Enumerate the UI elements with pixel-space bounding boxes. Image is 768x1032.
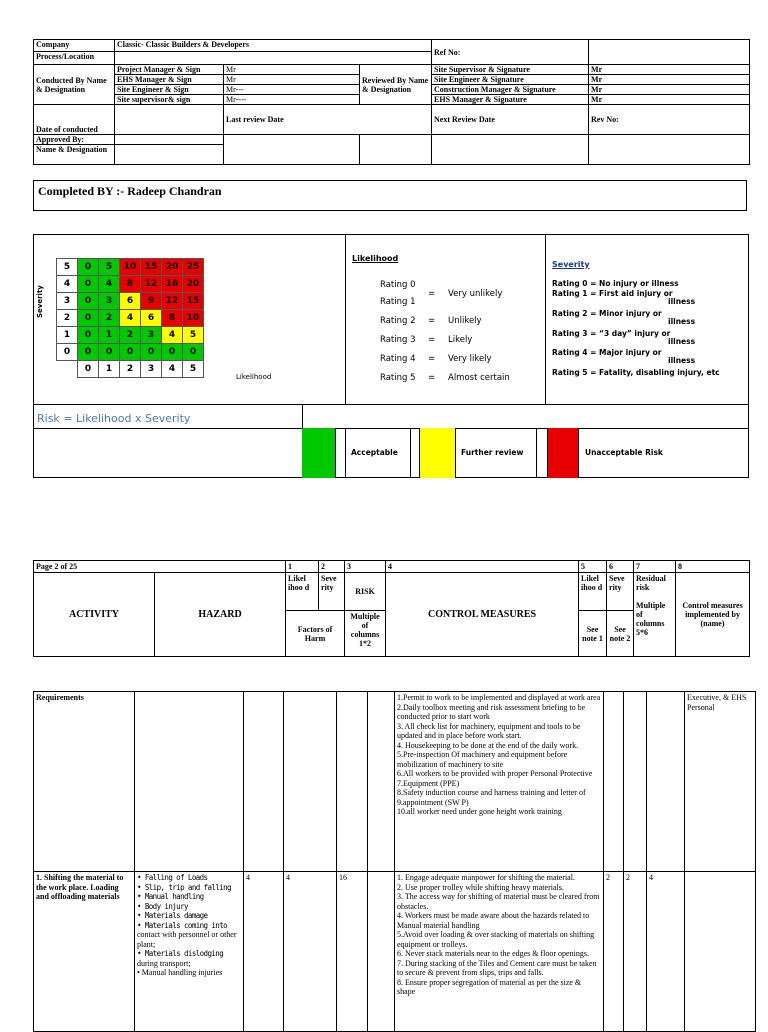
hazard-header: HAZARD <box>155 573 286 657</box>
matrix-cell: 6 <box>120 293 141 310</box>
completed-by: Completed BY :- Radeep Chandran <box>33 180 747 211</box>
col-num: 5 <box>579 561 607 573</box>
shifting-severity: 4 <box>284 872 337 1032</box>
matrix-cell: 6 <box>141 310 162 327</box>
matrix-severity-value: 5 <box>57 259 78 276</box>
conducted-name: Mr <box>224 65 360 75</box>
matrix-severity-value: 2 <box>57 310 78 327</box>
matrix-cell: 1 <box>99 327 120 344</box>
see-note1: See note 1 <box>579 611 607 657</box>
col-num: 6 <box>607 561 634 573</box>
matrix-row <box>57 310 204 327</box>
approved-value[interactable] <box>115 135 224 145</box>
likelihood-rating-desc: Unlikely <box>448 316 482 326</box>
shifting-residual: 4 <box>647 872 685 1032</box>
reviewed-name: Mr <box>589 75 750 85</box>
matrix-cell: 4 <box>120 310 141 327</box>
requirements-implemented: Executive, & EHS Personal <box>685 692 756 872</box>
matrix-likelihood-value: 1 <box>99 361 120 378</box>
matrix-cell: 0 <box>99 344 120 361</box>
likelihood-rating-desc: Very unlikely <box>448 289 503 299</box>
page-label: Page 2 of 25 <box>34 561 286 573</box>
hazard-item: • Materials coming into <box>137 920 228 930</box>
matrix-severity-value: 4 <box>57 276 78 293</box>
reviewed-role: Site Supervisor & Signature <box>432 65 589 75</box>
hazard-item: • Materials dislodging <box>137 949 224 958</box>
matrix-cell: 0 <box>120 344 141 361</box>
conducted-role: EHS Manager & Sign <box>115 75 224 85</box>
requirements-label: Requirements <box>34 692 135 872</box>
implemented-header: Control measures implemented by (name) <box>676 573 750 657</box>
severity-header: Seve rity <box>319 573 345 611</box>
matrix-row <box>57 327 204 344</box>
matrix-likelihood-value: 5 <box>183 361 204 378</box>
risk-formula: Risk = Likelihood x Severity <box>37 412 191 425</box>
date-value[interactable] <box>115 105 224 135</box>
likelihood-rating-label: Rating 1 <box>380 297 416 307</box>
likelihood-rating-eq: = <box>428 373 436 383</box>
header-table <box>33 39 750 165</box>
likelihood-rating-eq: = <box>428 289 436 299</box>
shifting-likelihood2: 2 <box>604 872 624 1032</box>
matrix-cell: 0 <box>162 344 183 361</box>
severity-rating-line2: illness <box>668 356 696 365</box>
conducted-role: Site supervisor& sign <box>115 95 224 105</box>
matrix-row <box>57 259 204 276</box>
reviewed-label: Reviewed By Name & Designation <box>360 65 432 105</box>
severity-rating-line2: illness <box>668 317 696 326</box>
matrix-cell: 0 <box>141 344 162 361</box>
hazard-item: contact with personnel or other plant; <box>137 930 237 949</box>
control-measure-item: 3. The access way for shifting of material must be cleared from obstacles. <box>397 892 600 911</box>
matrix-cell: 4 <box>162 327 183 344</box>
matrix-cell: 15 <box>141 259 162 276</box>
reviewed-role: Construction Manager & Signature <box>432 85 589 95</box>
matrix-cell: 20 <box>183 276 204 293</box>
company-value: Classic- Classic Builders & Developers <box>115 40 432 52</box>
likelihood-rating-eq: = <box>428 335 436 345</box>
legend-acceptable: Acceptable <box>351 448 398 457</box>
requirement-item: 6.All workers to be provided with proper Personal Protective <box>397 769 593 778</box>
severity-rating-line: Rating 3 = “3 day” injury or <box>552 329 671 338</box>
conducted-role: Site Engineer & Sign <box>115 85 224 95</box>
matrix-cell: 3 <box>141 327 162 344</box>
hazard-item: • Falling of Loads <box>137 873 208 882</box>
likelihood-rating-desc: Almost certain <box>448 373 510 383</box>
col-num: 2 <box>319 561 345 573</box>
severity-rating-line: Rating 5 = Fatality, disabling injury, etc <box>552 368 720 377</box>
last-review-label: Last review Date <box>224 105 432 135</box>
multiple-header: Multiple of columns 1*2 <box>345 611 386 657</box>
matrix-cell: 16 <box>162 276 183 293</box>
shifting-hazards <box>135 872 244 1032</box>
approved-label: Approved By: <box>34 135 115 145</box>
hazard-item: • Slip, trip and falling <box>137 882 231 892</box>
likelihood-header: Likel ihoo d <box>286 573 319 611</box>
severity-axis-label: Severity <box>36 285 44 318</box>
likelihood-rating-label: Rating 0 <box>380 280 416 290</box>
reviewed-role: Site Engineer & Signature <box>432 75 589 85</box>
ref-label: Ref No: <box>432 40 589 65</box>
matrix-row <box>57 293 204 310</box>
hazard-item: • Manual handling <box>137 892 204 901</box>
requirement-item: 1.Permit to work to be implemented and displayed at work area <box>397 693 601 702</box>
reviewed-name: Mr <box>589 95 750 105</box>
shifting-activity: 1. Shifting the material to the work place. Loading and offloading materials <box>34 872 135 1032</box>
reviewed-role: EHS Manager & Signature <box>432 95 589 105</box>
requirement-item: 3. All check list for machinery, equipment and tools to be updated and in place before work start. <box>397 721 581 740</box>
severity-rating-line: Rating 0 = No injury or illness <box>552 279 679 288</box>
legend-unacceptable: Unacceptable Risk <box>585 448 663 457</box>
likelihood-rating-label: Rating 2 <box>380 316 416 326</box>
next-review-label: Next Review Date <box>432 105 589 135</box>
legend-further-review: Further review <box>461 448 524 457</box>
control-measure-item: 2. Use proper trolley while shifting heavy materials. <box>397 882 564 892</box>
severity-rating-line: Rating 4 = Major injury or <box>552 348 662 357</box>
requirement-item: 10.all worker need under gone height work training <box>397 807 562 816</box>
legend-yellow-swatch <box>419 428 456 478</box>
conducted-role: Project Manager & Sign <box>115 65 224 75</box>
severity2-header: Seve rity <box>607 573 634 611</box>
matrix-cell: 8 <box>120 276 141 293</box>
matrix-likelihood-value: 4 <box>162 361 183 378</box>
col-num: 3 <box>345 561 386 573</box>
name-desig-label: Name & Designation <box>34 145 115 165</box>
requirement-item: 5.Pre-inspection Of machinery and equipment before mobilization of machinery to site <box>397 750 568 769</box>
severity-rating-line: Rating 2 = Minor injury or <box>552 309 662 318</box>
shifting-likelihood: 4 <box>244 872 284 1032</box>
likelihood-axis-label: Likelihood <box>236 373 272 381</box>
shifting-severity2: 2 <box>624 872 647 1032</box>
matrix-severity-value: 0 <box>57 344 78 361</box>
hazard-item: during transport; <box>137 958 191 968</box>
shifting-measures <box>395 872 604 1032</box>
control-header: CONTROL MEASURES <box>386 573 579 657</box>
conducted-name: Mr--- <box>224 85 360 95</box>
matrix-severity-value: 1 <box>57 327 78 344</box>
control-measure-item: 4. Workers must be made aware about the hazards related to Manual material handling <box>397 911 590 930</box>
likelihood-rating-desc: Likely <box>448 335 473 345</box>
severity-rating-line2: illness <box>668 297 696 306</box>
matrix-cell: 15 <box>183 293 204 310</box>
control-measure-item: 5.Avoid over loading & over stacking of materials on shifting equipment or trolleys. <box>397 930 595 949</box>
risk-header: RISK <box>345 573 386 611</box>
control-measure-item: 1. Engage adequate manpower for shifting the material. <box>397 873 575 882</box>
severity-rating-line: Rating 1 = First aid injury or <box>552 289 673 298</box>
matrix-cell: 5 <box>99 259 120 276</box>
likelihood-rating-label: Rating 5 <box>380 373 416 383</box>
severity-title: Severity <box>552 260 590 269</box>
matrix-cell: 0 <box>78 276 99 293</box>
matrix-cell: 0 <box>183 344 204 361</box>
matrix-row <box>57 276 204 293</box>
matrix-cell: 12 <box>141 276 162 293</box>
matrix-cell: 2 <box>120 327 141 344</box>
shifting-risk: 16 <box>337 872 368 1032</box>
col-num: 8 <box>676 561 750 573</box>
conducted-name: Mr---- <box>224 95 360 105</box>
matrix-cell: 12 <box>162 293 183 310</box>
company-label: Company <box>34 40 115 52</box>
reviewed-name: Mr <box>589 85 750 95</box>
requirements-measures <box>395 692 604 872</box>
requirement-item: 7.Equipment (PPE) <box>397 778 460 788</box>
factors-header: Factors of Harm <box>286 611 345 657</box>
matrix-cell: 25 <box>183 259 204 276</box>
matrix-cell: 0 <box>78 310 99 327</box>
likelihood-rating-label: Rating 4 <box>380 354 416 364</box>
rev-label: Rev No: <box>589 105 750 135</box>
matrix-cell: 10 <box>183 310 204 327</box>
legend-red-swatch <box>547 428 579 478</box>
likelihood2-header: Likel ihoo d <box>579 573 607 611</box>
control-measure-item: 8. Ensure proper segregation of material as per the size & shape <box>397 977 582 996</box>
matrix-cell: 8 <box>162 310 183 327</box>
matrix-cell: 9 <box>141 293 162 310</box>
requirement-item: 4. Housekeeping to be done at the end of the daily work. <box>397 740 579 750</box>
activity-header: ACTIVITY <box>34 573 155 657</box>
likelihood-rating-desc: Very likely <box>448 354 492 364</box>
hazard-item: • Body injury <box>137 901 188 911</box>
control-measure-item: 6. Never stack materials near to the edges & floor openings. <box>397 949 589 958</box>
matrix-likelihood-value: 3 <box>141 361 162 378</box>
matrix-cell: 0 <box>78 327 99 344</box>
matrix-cell: 10 <box>120 259 141 276</box>
col-num: 7 <box>634 561 676 573</box>
matrix-cell: 0 <box>78 344 99 361</box>
reviewed-name: Mr <box>589 65 750 75</box>
severity-rating-line2: illness <box>668 337 696 346</box>
risk-matrix <box>56 258 204 378</box>
matrix-cell: 0 <box>78 293 99 310</box>
hazard-item: • Manual handling injuries <box>137 968 223 977</box>
residual-header: Residual risk Multiple of columns 5*6 <box>634 573 676 657</box>
requirement-item: 2.Daily toolbox meeting and risk assessment briefing to be conducted prior to start work <box>397 702 586 721</box>
ref-value[interactable] <box>589 40 750 65</box>
conducted-label: Conducted By Name & Designation <box>34 65 115 105</box>
matrix-cell: 5 <box>183 327 204 344</box>
likelihood-title: Likelihood <box>352 254 399 263</box>
matrix-cell: 2 <box>99 310 120 327</box>
assessment-body-table <box>33 691 756 1032</box>
matrix-cell: 4 <box>99 276 120 293</box>
likelihood-rating-eq: = <box>428 354 436 364</box>
conducted-name: Mr <box>224 75 360 85</box>
likelihood-rating-eq: = <box>428 316 436 326</box>
matrix-likelihood-value: 0 <box>78 361 99 378</box>
process-value[interactable] <box>115 52 432 65</box>
col-num: 4 <box>386 561 579 573</box>
control-measure-item: 7. During stacking of the Tiles and Cement care must be taken to secure & prevent from slips, trips and falls. <box>397 958 597 977</box>
matrix-cell: 0 <box>78 259 99 276</box>
requirement-item: 9.appointment (SW P) <box>397 797 469 807</box>
likelihood-rating-label: Rating 3 <box>380 335 416 345</box>
assessment-header-table <box>33 560 750 657</box>
matrix-severity-value: 3 <box>57 293 78 310</box>
matrix-cell: 20 <box>162 259 183 276</box>
col-num: 1 <box>286 561 319 573</box>
matrix-row <box>57 344 204 361</box>
requirement-item: 8.Safety induction course and harness training and letter of <box>397 788 586 797</box>
date-label: Date of conducted <box>34 105 115 135</box>
hazard-item: • Materials damage <box>137 911 208 920</box>
matrix-cell: 3 <box>99 293 120 310</box>
legend-green-swatch <box>302 428 336 478</box>
see-note2: See note 2 <box>607 611 634 657</box>
matrix-likelihood-value: 2 <box>120 361 141 378</box>
process-label: Process/Location <box>34 52 115 65</box>
